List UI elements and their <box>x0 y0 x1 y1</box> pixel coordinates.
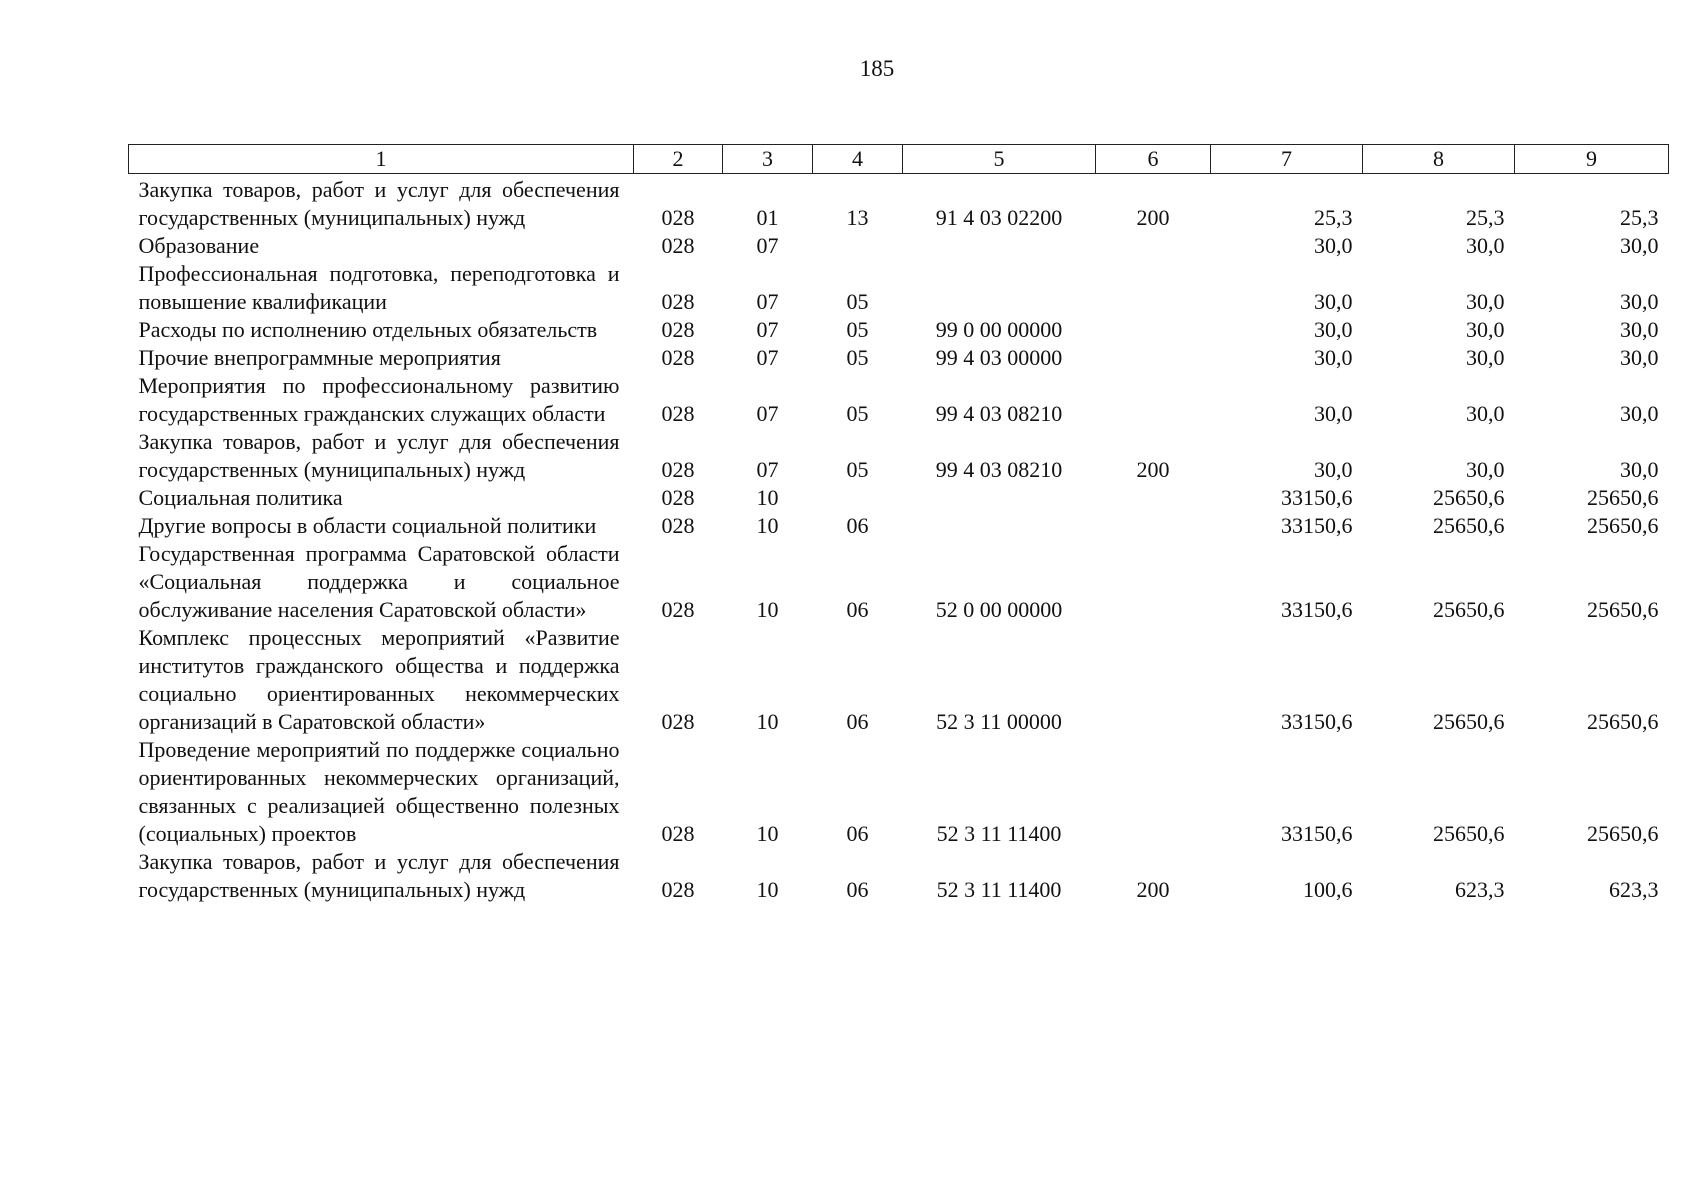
table-row <box>129 736 1669 848</box>
amount-col7-cell: 33150,6 <box>1281 597 1353 622</box>
amount-col9-cell: 25650,6 <box>1587 513 1659 538</box>
ministry-code-cell: 028 <box>661 401 695 426</box>
target-article-cell: 99 4 03 08210 <box>935 457 1063 482</box>
amount-col9-cell: 623,3 <box>1609 877 1659 902</box>
row-name-cell: Закупка товаров, работ и услуг для обеспечения государственных (муниципальных) нужд <box>138 177 620 230</box>
subsection-code-cell <box>813 232 903 260</box>
amount-col7-cell: 30,0 <box>1314 345 1353 370</box>
table-row <box>129 260 1669 316</box>
column-header: 5 <box>903 145 1096 174</box>
table-row <box>129 316 1669 344</box>
target-article-cell: 91 4 03 02200 <box>935 205 1063 230</box>
amount-col8-cell: 25650,6 <box>1433 821 1505 846</box>
subsection-code-cell: 05 <box>846 289 869 314</box>
subsection-code-cell: 05 <box>846 401 869 426</box>
target-article-cell: 99 4 03 00000 <box>935 345 1063 370</box>
amount-col9-cell: 30,0 <box>1620 317 1659 342</box>
ministry-code-cell: 028 <box>661 513 695 538</box>
target-article-cell <box>903 484 1096 512</box>
section-code-cell: 07 <box>756 317 779 342</box>
amount-col8-cell: 30,0 <box>1466 457 1505 482</box>
row-name-cell: Комплекс процессных мероприятий «Развитие институтов гражданского общества и поддержка социально ориентированных некоммерческих организаций в Саратовской области» <box>138 625 620 734</box>
row-name-cell: Проведение мероприятий по поддержке социально ориентированных некоммерческих организаций, связанных с реализацией общественно полезных (социальных) проектов <box>138 737 620 846</box>
amount-col7-cell: 30,0 <box>1314 289 1353 314</box>
target-article-cell: 99 4 03 08210 <box>935 401 1063 426</box>
amount-col9-cell: 30,0 <box>1620 289 1659 314</box>
section-code-cell: 10 <box>756 485 779 510</box>
subsection-code-cell: 06 <box>846 513 869 538</box>
row-name-cell: Другие вопросы в области социальной политики <box>138 513 597 538</box>
expense-type-cell: 200 <box>1136 877 1170 902</box>
subsection-code-cell: 06 <box>846 877 869 902</box>
expense-type-cell <box>1096 736 1211 848</box>
target-article-cell <box>903 512 1096 540</box>
section-code-cell: 07 <box>756 457 779 482</box>
ministry-code-cell: 028 <box>661 289 695 314</box>
subsection-code-cell: 06 <box>846 597 869 622</box>
ministry-code-cell: 028 <box>661 485 695 510</box>
amount-col8-cell: 30,0 <box>1466 345 1505 370</box>
target-article-cell: 52 0 00 00000 <box>935 597 1063 622</box>
expense-type-cell <box>1096 232 1211 260</box>
subsection-code-cell: 05 <box>846 457 869 482</box>
expense-type-cell <box>1096 260 1211 316</box>
budget-table <box>128 144 1669 904</box>
amount-col7-cell: 30,0 <box>1314 233 1353 258</box>
column-header: 9 <box>1515 145 1669 174</box>
table-row <box>129 428 1669 484</box>
section-code-cell: 10 <box>756 709 779 734</box>
amount-col7-cell: 30,0 <box>1314 317 1353 342</box>
row-name-cell: Закупка товаров, работ и услуг для обеспечения государственных (муниципальных) нужд <box>138 849 620 902</box>
subsection-code-cell: 05 <box>846 345 869 370</box>
row-name-cell: Прочие внепрограммные мероприятия <box>138 345 501 370</box>
column-header: 8 <box>1363 145 1515 174</box>
table-row <box>129 484 1669 512</box>
amount-col7-cell: 33150,6 <box>1281 821 1353 846</box>
expense-type-cell <box>1096 372 1211 428</box>
amount-col9-cell: 30,0 <box>1620 401 1659 426</box>
amount-col9-cell: 25650,6 <box>1587 821 1659 846</box>
ministry-code-cell: 028 <box>661 345 695 370</box>
amount-col7-cell: 33150,6 <box>1281 513 1353 538</box>
amount-col8-cell: 25650,6 <box>1433 513 1505 538</box>
row-name-cell: Профессиональная подготовка, переподготовка и повышение квалификации <box>138 261 620 314</box>
ministry-code-cell: 028 <box>661 597 695 622</box>
ministry-code-cell: 028 <box>661 709 695 734</box>
ministry-code-cell: 028 <box>661 457 695 482</box>
ministry-code-cell: 028 <box>661 317 695 342</box>
amount-col7-cell: 33150,6 <box>1281 709 1353 734</box>
page-number: 185 <box>859 56 895 81</box>
row-name-cell: Закупка товаров, работ и услуг для обеспечения государственных (муниципальных) нужд <box>138 429 620 482</box>
amount-col8-cell: 30,0 <box>1466 317 1505 342</box>
section-code-cell: 07 <box>756 401 779 426</box>
ministry-code-cell: 028 <box>661 205 695 230</box>
amount-col9-cell: 25650,6 <box>1587 597 1659 622</box>
amount-col8-cell: 25650,6 <box>1433 485 1505 510</box>
amount-col8-cell: 30,0 <box>1466 401 1505 426</box>
amount-col7-cell: 33150,6 <box>1281 485 1353 510</box>
column-header: 2 <box>634 145 723 174</box>
column-header: 7 <box>1211 145 1363 174</box>
column-header: 1 <box>129 145 634 174</box>
section-code-cell: 10 <box>756 821 779 846</box>
row-name-cell: Государственная программа Саратовской области «Социальная поддержка и социальное обслуживание населения Саратовской области» <box>138 541 620 622</box>
target-article-cell <box>903 260 1096 316</box>
amount-col8-cell: 623,3 <box>1455 877 1505 902</box>
amount-col8-cell: 25650,6 <box>1433 597 1505 622</box>
table-row <box>129 848 1669 904</box>
column-header: 6 <box>1096 145 1211 174</box>
amount-col7-cell: 30,0 <box>1314 401 1353 426</box>
amount-col7-cell: 30,0 <box>1314 457 1353 482</box>
expense-type-cell: 200 <box>1136 205 1170 230</box>
amount-col9-cell: 25650,6 <box>1587 485 1659 510</box>
row-name-cell: Расходы по исполнению отдельных обязательств <box>138 317 598 342</box>
section-code-cell: 01 <box>756 205 779 230</box>
ministry-code-cell: 028 <box>661 233 695 258</box>
amount-col9-cell: 30,0 <box>1620 457 1659 482</box>
section-code-cell: 07 <box>756 345 779 370</box>
ministry-code-cell: 028 <box>661 877 695 902</box>
section-code-cell: 07 <box>756 289 779 314</box>
table-row <box>129 540 1669 624</box>
target-article-cell <box>903 232 1096 260</box>
target-article-cell: 52 3 11 11400 <box>936 877 1062 902</box>
subsection-code-cell <box>813 484 903 512</box>
column-header: 3 <box>723 145 813 174</box>
table-row <box>129 372 1669 428</box>
column-header: 4 <box>813 145 903 174</box>
subsection-code-cell: 06 <box>846 821 869 846</box>
amount-col8-cell: 25,3 <box>1466 205 1505 230</box>
subsection-code-cell: 06 <box>846 709 869 734</box>
table-row <box>129 512 1669 540</box>
expense-type-cell: 200 <box>1136 457 1170 482</box>
target-article-cell: 52 3 11 00000 <box>936 709 1062 734</box>
amount-col9-cell: 30,0 <box>1620 233 1659 258</box>
amount-col8-cell: 25650,6 <box>1433 709 1505 734</box>
table-row <box>129 624 1669 736</box>
amount-col8-cell: 30,0 <box>1466 233 1505 258</box>
section-code-cell: 07 <box>756 233 779 258</box>
amount-col9-cell: 30,0 <box>1620 345 1659 370</box>
expense-type-cell <box>1096 484 1211 512</box>
subsection-code-cell: 13 <box>846 205 869 230</box>
amount-col8-cell: 30,0 <box>1466 289 1505 314</box>
expense-type-cell <box>1096 624 1211 736</box>
amount-col7-cell: 100,6 <box>1303 877 1353 902</box>
target-article-cell: 52 3 11 11400 <box>936 821 1062 846</box>
target-article-cell: 99 0 00 00000 <box>935 317 1063 342</box>
amount-col9-cell: 25650,6 <box>1587 709 1659 734</box>
ministry-code-cell: 028 <box>661 821 695 846</box>
expense-type-cell <box>1096 540 1211 624</box>
section-code-cell: 10 <box>756 513 779 538</box>
expense-type-cell <box>1096 316 1211 344</box>
amount-col9-cell: 25,3 <box>1620 205 1659 230</box>
row-name-cell: Социальная политика <box>138 485 343 510</box>
table-row <box>129 232 1669 260</box>
expense-type-cell <box>1096 512 1211 540</box>
table-row <box>129 174 1669 233</box>
amount-col7-cell: 25,3 <box>1314 205 1353 230</box>
table-row <box>129 344 1669 372</box>
column-number-row <box>129 145 1669 174</box>
section-code-cell: 10 <box>756 877 779 902</box>
expense-type-cell <box>1096 344 1211 372</box>
subsection-code-cell: 05 <box>846 317 869 342</box>
row-name-cell: Образование <box>138 233 260 258</box>
section-code-cell: 10 <box>756 597 779 622</box>
row-name-cell: Мероприятия по профессиональному развитию государственных гражданских служащих области <box>138 373 620 426</box>
table-body <box>129 174 1669 905</box>
